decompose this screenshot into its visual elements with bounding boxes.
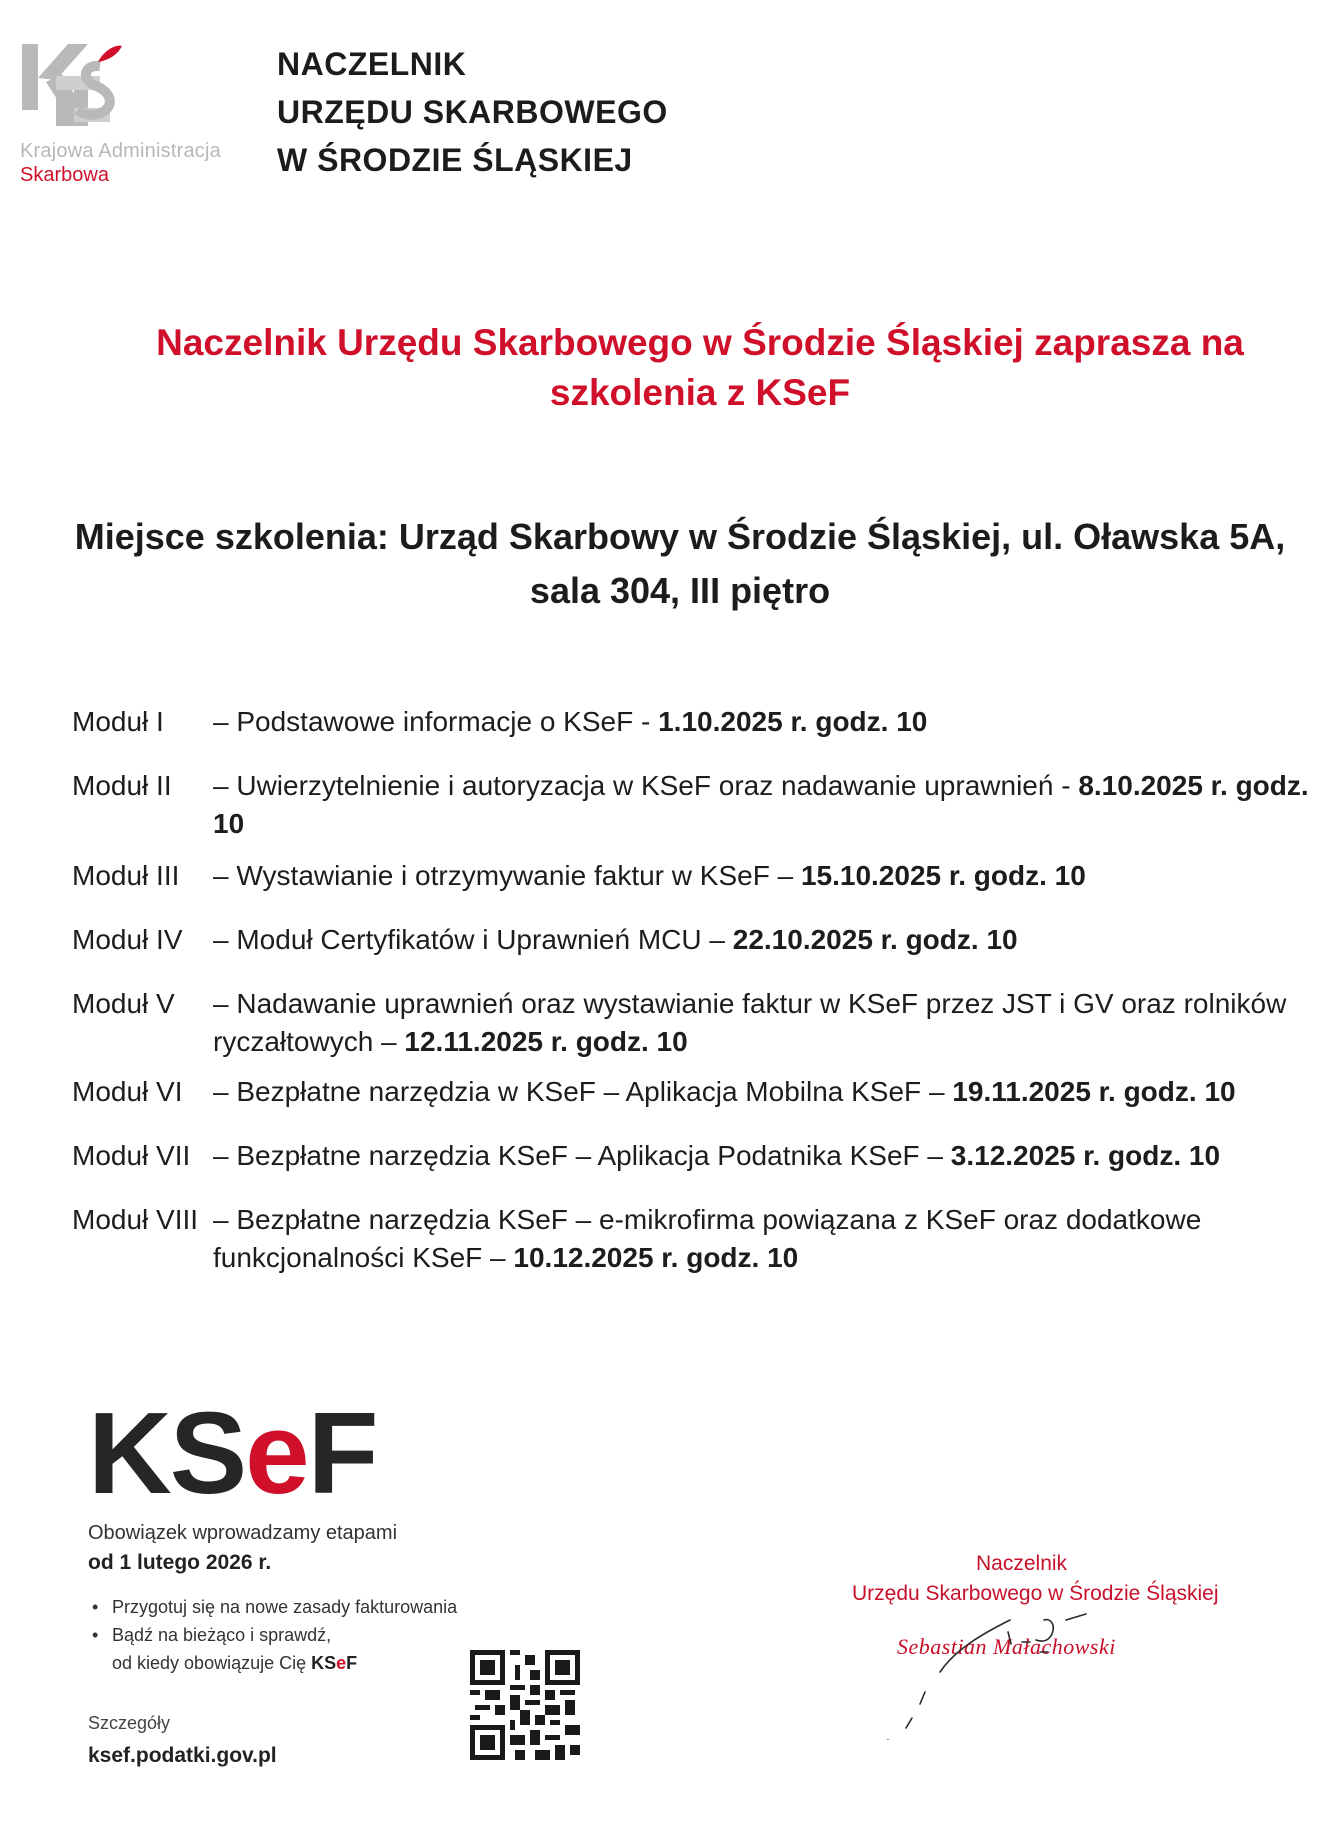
ksef-logo — [88, 1388, 377, 1518]
module-description — [213, 857, 1313, 895]
module-description — [213, 921, 1313, 959]
module-topic: – Bezpłatne narzędzia KSeF – Aplikacja Podatnika KSeF – — [213, 1140, 951, 1171]
page-title — [100, 318, 1300, 418]
module-date: 3.12.2025 r. godz. 10 — [950, 1140, 1221, 1171]
module-label: Moduł I — [72, 706, 164, 737]
module-label: Moduł VII — [72, 1140, 191, 1171]
bullet-item: • Bądź na bieżąco i sprawdź, — [92, 1621, 457, 1649]
module-description — [213, 985, 1313, 1061]
bullet-item: • Przygotuj się na nowe zasady fakturowania — [92, 1593, 457, 1621]
module-label: Moduł IV — [72, 924, 183, 955]
module-label: Moduł VI — [72, 1076, 183, 1107]
module-date: 8.10.2025 r. godz. 10 — [213, 770, 1309, 839]
module-topic: – Podstawowe informacje o KSeF - — [213, 706, 659, 737]
details-link[interactable]: ksef.podatki.gov.pl — [88, 1744, 277, 1767]
signature-name: Sebastian Małachowski — [897, 1634, 1116, 1659]
module-date: 12.11.2025 r. godz. 10 — [404, 1026, 688, 1057]
module-topic: – Wystawianie i otrzymywanie faktur w KSeF – — [213, 860, 801, 891]
inline-ksef-f: F — [346, 1653, 358, 1673]
place-line-2: sala 304, III piętro — [529, 570, 831, 611]
qr-code-icon — [470, 1650, 580, 1760]
inline-ksef-ks: KS — [311, 1653, 337, 1673]
module-description — [213, 1201, 1313, 1277]
ksef-logo-e: e — [245, 1388, 308, 1518]
module-topic: – Bezpłatne narzędzia w KSeF – Aplikacja Mobilna KSeF – — [213, 1076, 953, 1107]
obligation-date: od 1 lutego 2026 r. — [88, 1551, 272, 1574]
office-name — [277, 40, 668, 184]
details-label: Szczegóły — [88, 1713, 171, 1733]
handwritten-signature-icon — [860, 1580, 1180, 1740]
place-line-1: Miejsce szkolenia: Urząd Skarbowy w Środzie Śląskiej, ul. Oławska 5A, — [74, 516, 1286, 557]
ksef-logo-ks: KS — [88, 1388, 246, 1518]
title-line-2: szkolenia z KSeF — [549, 372, 851, 413]
signature-title-line1: Naczelnik — [976, 1552, 1068, 1575]
module-label: Moduł II — [72, 770, 172, 801]
office-line-2: URZĘDU SKARBOWEGO — [277, 94, 668, 130]
org-name-line2: Skarbowa — [20, 164, 109, 186]
title-line-1: Naczelnik Urzędu Skarbowego w Środzie Śląskiej zaprasza na — [156, 322, 1244, 363]
ksef-bullets — [92, 1593, 457, 1677]
module-topic: – Moduł Certyfikatów i Uprawnień MCU – — [213, 924, 733, 955]
module-description — [213, 1137, 1313, 1175]
office-line-3: W ŚRODZIE ŚLĄSKIEJ — [277, 142, 633, 178]
module-description — [213, 767, 1313, 843]
module-description — [213, 703, 1313, 741]
module-topic: – Nadawanie uprawnień oraz wystawianie faktur w KSeF przez JST i GV oraz rolników ryczałtowych – — [213, 988, 1287, 1057]
org-name-line1: Krajowa Administracja — [20, 140, 221, 162]
module-date: 19.11.2025 r. godz. 10 — [952, 1076, 1236, 1107]
training-place — [60, 510, 1300, 618]
ksef-logo-f: F — [307, 1388, 377, 1518]
inline-ksef-e: e — [336, 1653, 347, 1673]
kas-logo-icon — [20, 36, 135, 128]
module-label: Moduł VIII — [72, 1204, 199, 1235]
module-label: Moduł III — [72, 860, 180, 891]
office-line-1: NACZELNIK — [277, 46, 467, 82]
module-description — [213, 1073, 1313, 1111]
module-date: 22.10.2025 r. godz. 10 — [732, 924, 1018, 955]
bullet-continuation — [92, 1649, 457, 1677]
bullet-continuation-text: od kiedy obowiązuje Cię — [112, 1653, 312, 1673]
module-topic: – Uwierzytelnienie i autoryzacja w KSeF oraz nadawanie uprawnień - — [213, 770, 1079, 801]
module-date: 1.10.2025 r. godz. 10 — [658, 706, 928, 737]
module-topic: – Bezpłatne narzędzia KSeF – e-mikrofirma powiązana z KSeF oraz dodatkowe funkcjonalności KSeF – — [213, 1204, 1202, 1273]
module-label: Moduł V — [72, 988, 175, 1019]
signature-title-line2: Urzędu Skarbowego w Środzie Śląskiej — [852, 1582, 1219, 1605]
module-date: 15.10.2025 r. godz. 10 — [800, 860, 1086, 891]
obligation-text: Obowiązek wprowadzamy etapami — [88, 1522, 398, 1544]
module-date: 10.12.2025 r. godz. 10 — [513, 1242, 799, 1273]
